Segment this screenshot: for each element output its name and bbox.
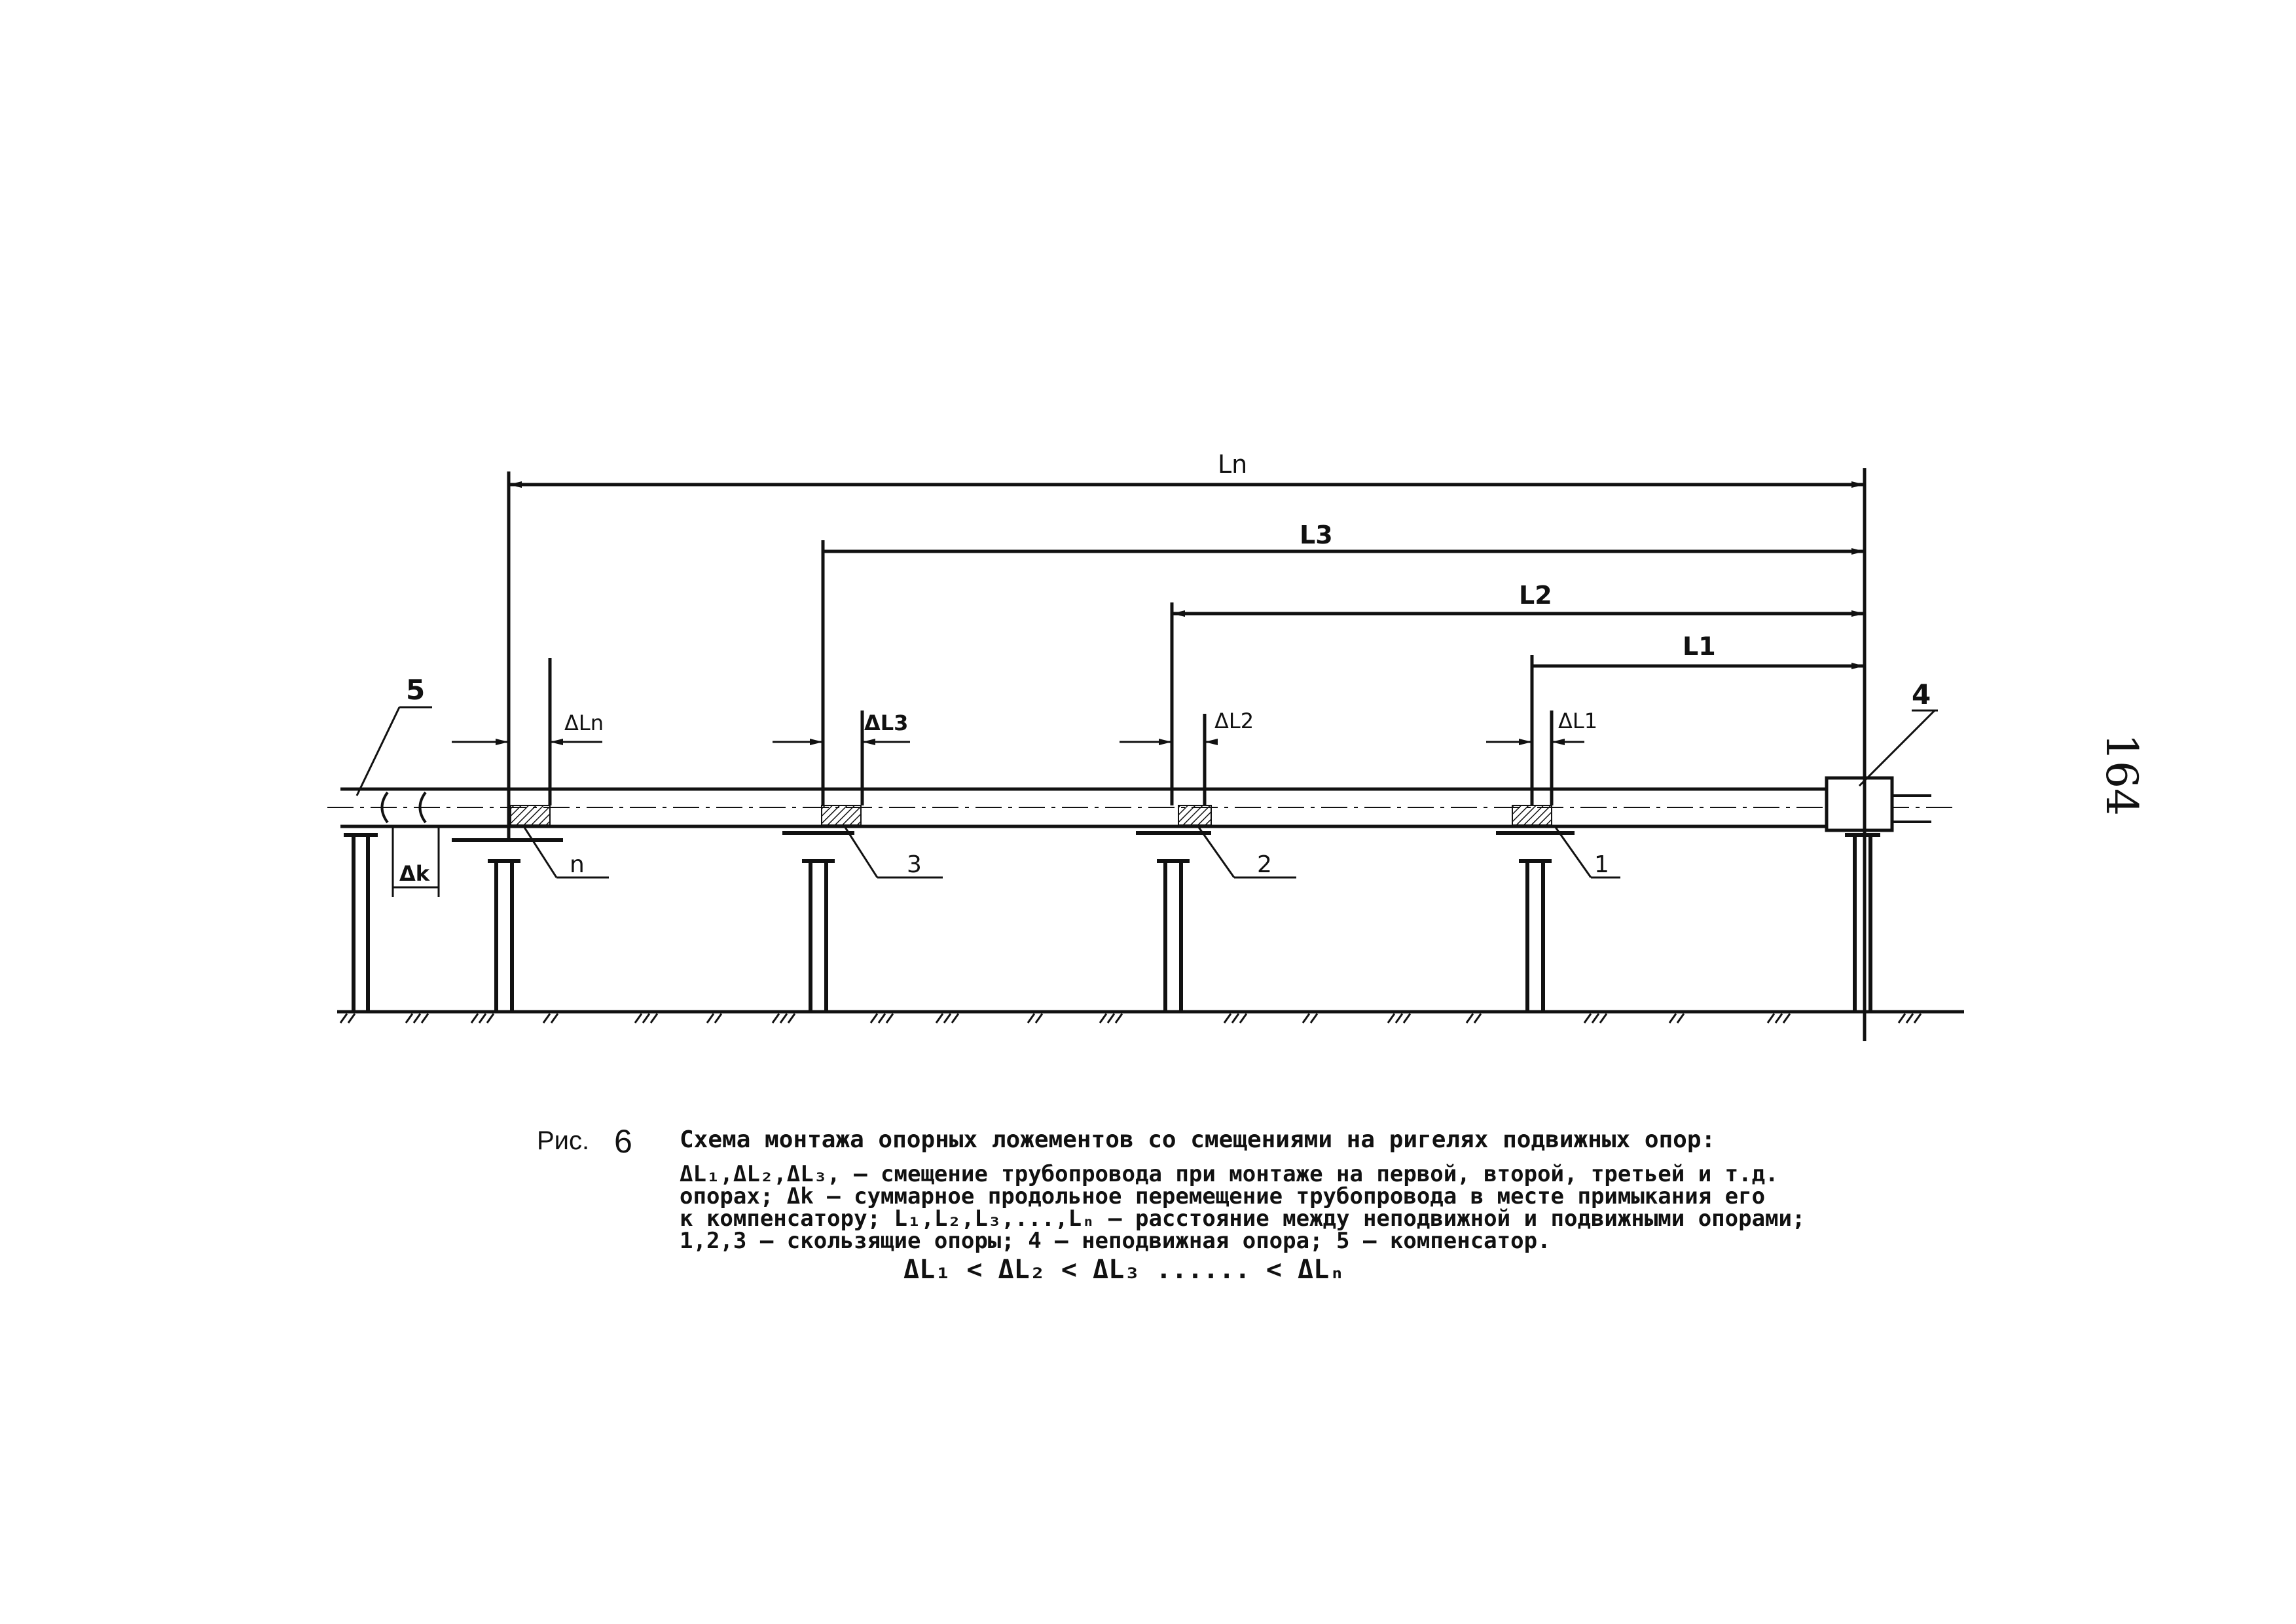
fixed-support [1827, 678, 1938, 830]
main-dimensions [509, 450, 1865, 666]
compensator [357, 674, 432, 822]
dim-L1: L1 [1683, 632, 1716, 661]
label-fixed-support: 4 [1912, 678, 1931, 710]
pipeline [327, 789, 1958, 826]
caption-line: опорах; Δk – суммарное продольное перемещение трубопровода в месте примыкания его [680, 1183, 1766, 1209]
dim-dL2: ΔL2 [1214, 709, 1254, 733]
extension-lines [509, 468, 1865, 1041]
caption-line: ΔL₁,ΔL₂,ΔL₃, – смещение трубопровода при монтаже на первой, второй, третьей и т.д. [680, 1161, 1779, 1187]
delta-k-dimension [393, 826, 439, 897]
dim-L2: L2 [1519, 581, 1552, 610]
caption-line: 1,2,3 — скользящие опоры; 4 — неподвижная опора; 5 — компенсатор. [680, 1228, 1551, 1254]
dim-dLn: ΔLn [564, 710, 604, 735]
caption-formula: ΔL₁ < ΔL₂ < ΔL₃ ...... < ΔLₙ [903, 1255, 1345, 1285]
caption-number: 6 [614, 1123, 632, 1160]
label-compensator: 5 [406, 674, 426, 706]
label-support-n: n [570, 851, 585, 878]
dim-L3: L3 [1300, 521, 1333, 549]
support-labels [524, 826, 1620, 878]
dim-dL1: ΔL1 [1558, 709, 1598, 733]
label-support-2: 2 [1257, 851, 1272, 878]
offset-dimensions [452, 709, 1597, 742]
caption-line: к компенсатору; L₁,L₂,L₃,...,Lₙ – расстояние между неподвижной и подвижными опорами; [680, 1206, 1806, 1232]
dim-dL3: ΔL3 [864, 710, 909, 735]
dim-Ln: Ln [1218, 450, 1248, 479]
caption-label: Рис. [537, 1126, 590, 1155]
label-support-3: 3 [907, 851, 922, 878]
ground [337, 1012, 1964, 1023]
label-delta-k: Δk [399, 861, 430, 886]
sliding-supports [452, 805, 1575, 840]
page-number: 164 [2096, 733, 2147, 816]
caption-title: Схема монтажа опорных ложементов со смещениями на ригелях подвижных опор: [680, 1126, 1716, 1153]
label-support-1: 1 [1594, 851, 1609, 878]
